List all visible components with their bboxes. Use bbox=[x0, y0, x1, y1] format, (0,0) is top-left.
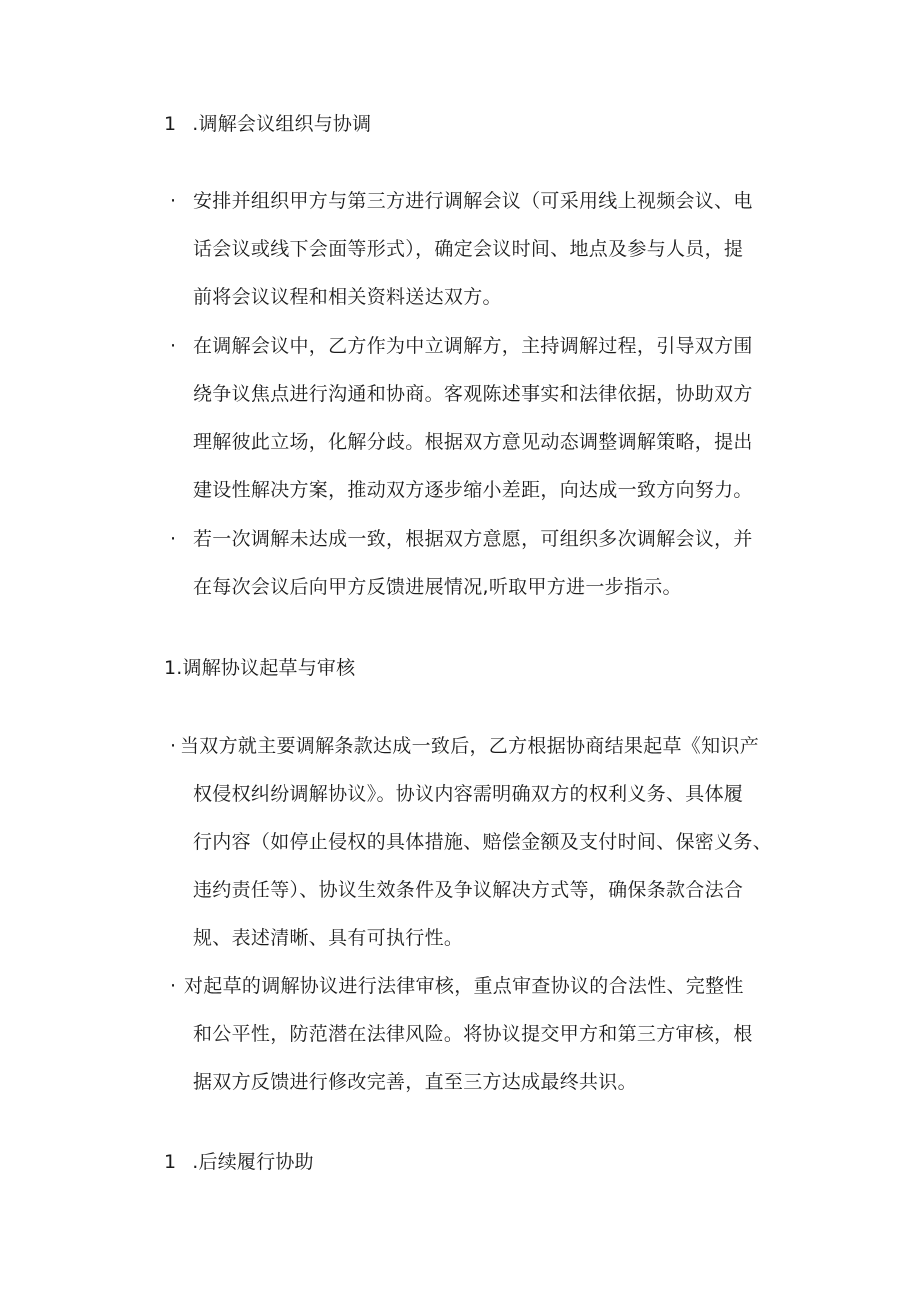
bullet-line: 前将会议议程和相关资料送达双方。 bbox=[193, 286, 502, 308]
bullet-line: 若一次调解未达成一致，根据双方意愿，可组织多次调解会议，并 bbox=[193, 528, 753, 550]
bullet-line: 和公平性，防范潜在法律风险。将协议提交甲方和第三方审核，根 bbox=[193, 1023, 753, 1045]
bullet-line: 规、表述清晰、具有可执行性。 bbox=[193, 927, 464, 949]
bullet-line: 绕争议焦点进行沟通和协商。客观陈述事实和法律依据，协助双方 bbox=[193, 383, 753, 405]
bullet-line: 据双方反馈进行修改完善，直至三方达成最终共识。 bbox=[193, 1071, 637, 1093]
section-heading-3 bbox=[164, 1149, 314, 1175]
section-heading-text: .调解会议组织与协调 bbox=[192, 113, 372, 135]
bullet-line: 话会议或线下会面等形式），确定会议时间、地点及参与人员，提 bbox=[193, 238, 744, 260]
bullet-line: 对起草的调解协议进行法律审核，重点审查协议的合法性、完整性 bbox=[184, 975, 744, 997]
bullet-mark: · bbox=[170, 190, 177, 212]
bullet-line: 理解彼此立场，化解分歧。根据双方意见动态调整调解策略，提出 bbox=[193, 431, 753, 453]
section-heading-number: 1 bbox=[164, 1151, 177, 1173]
bullet-line: 安排并组织甲方与第三方进行调解会议（可采用线上视频会议、电 bbox=[193, 190, 753, 212]
bullet-mark: · bbox=[170, 735, 177, 757]
bullet-line: 建设性解决方案，推动双方逐步缩小差距，向达成一致方向努力。 bbox=[193, 479, 753, 501]
bullet-line: 行内容（如停止侵权的具体措施、赔偿金额及支付时间、保密义务、 bbox=[193, 831, 773, 853]
bullet-mark: · bbox=[170, 528, 177, 550]
bullet-mark: · bbox=[170, 975, 177, 997]
bullet-line: 在调解会议中，乙方作为中立调解方，主持调解过程，引导双方围 bbox=[193, 335, 753, 357]
section-heading-2 bbox=[164, 655, 355, 681]
section-heading-text: .后续履行协助 bbox=[192, 1151, 314, 1173]
bullet-mark: · bbox=[170, 335, 177, 357]
section-heading-text: .调解协议起草与审核 bbox=[176, 657, 356, 679]
section-heading-number: 1 bbox=[164, 113, 177, 135]
bullet-line: 违约责任等）、协议生效条件及争议解决方式等，确保条款合法合 bbox=[193, 879, 744, 901]
bullet-line: 当双方就主要调解条款达成一致后，乙方根据协商结果起草《知识产 bbox=[180, 735, 760, 757]
bullet-line: 在每次会议后向甲方反馈进展情况,听取甲方进一步指示。 bbox=[193, 576, 682, 598]
section-heading-1 bbox=[164, 111, 371, 137]
section-heading-number: 1 bbox=[164, 657, 177, 679]
bullet-line: 权侵权纠纷调解协议》。协议内容需明确双方的权利义务、具体履 bbox=[193, 783, 744, 805]
